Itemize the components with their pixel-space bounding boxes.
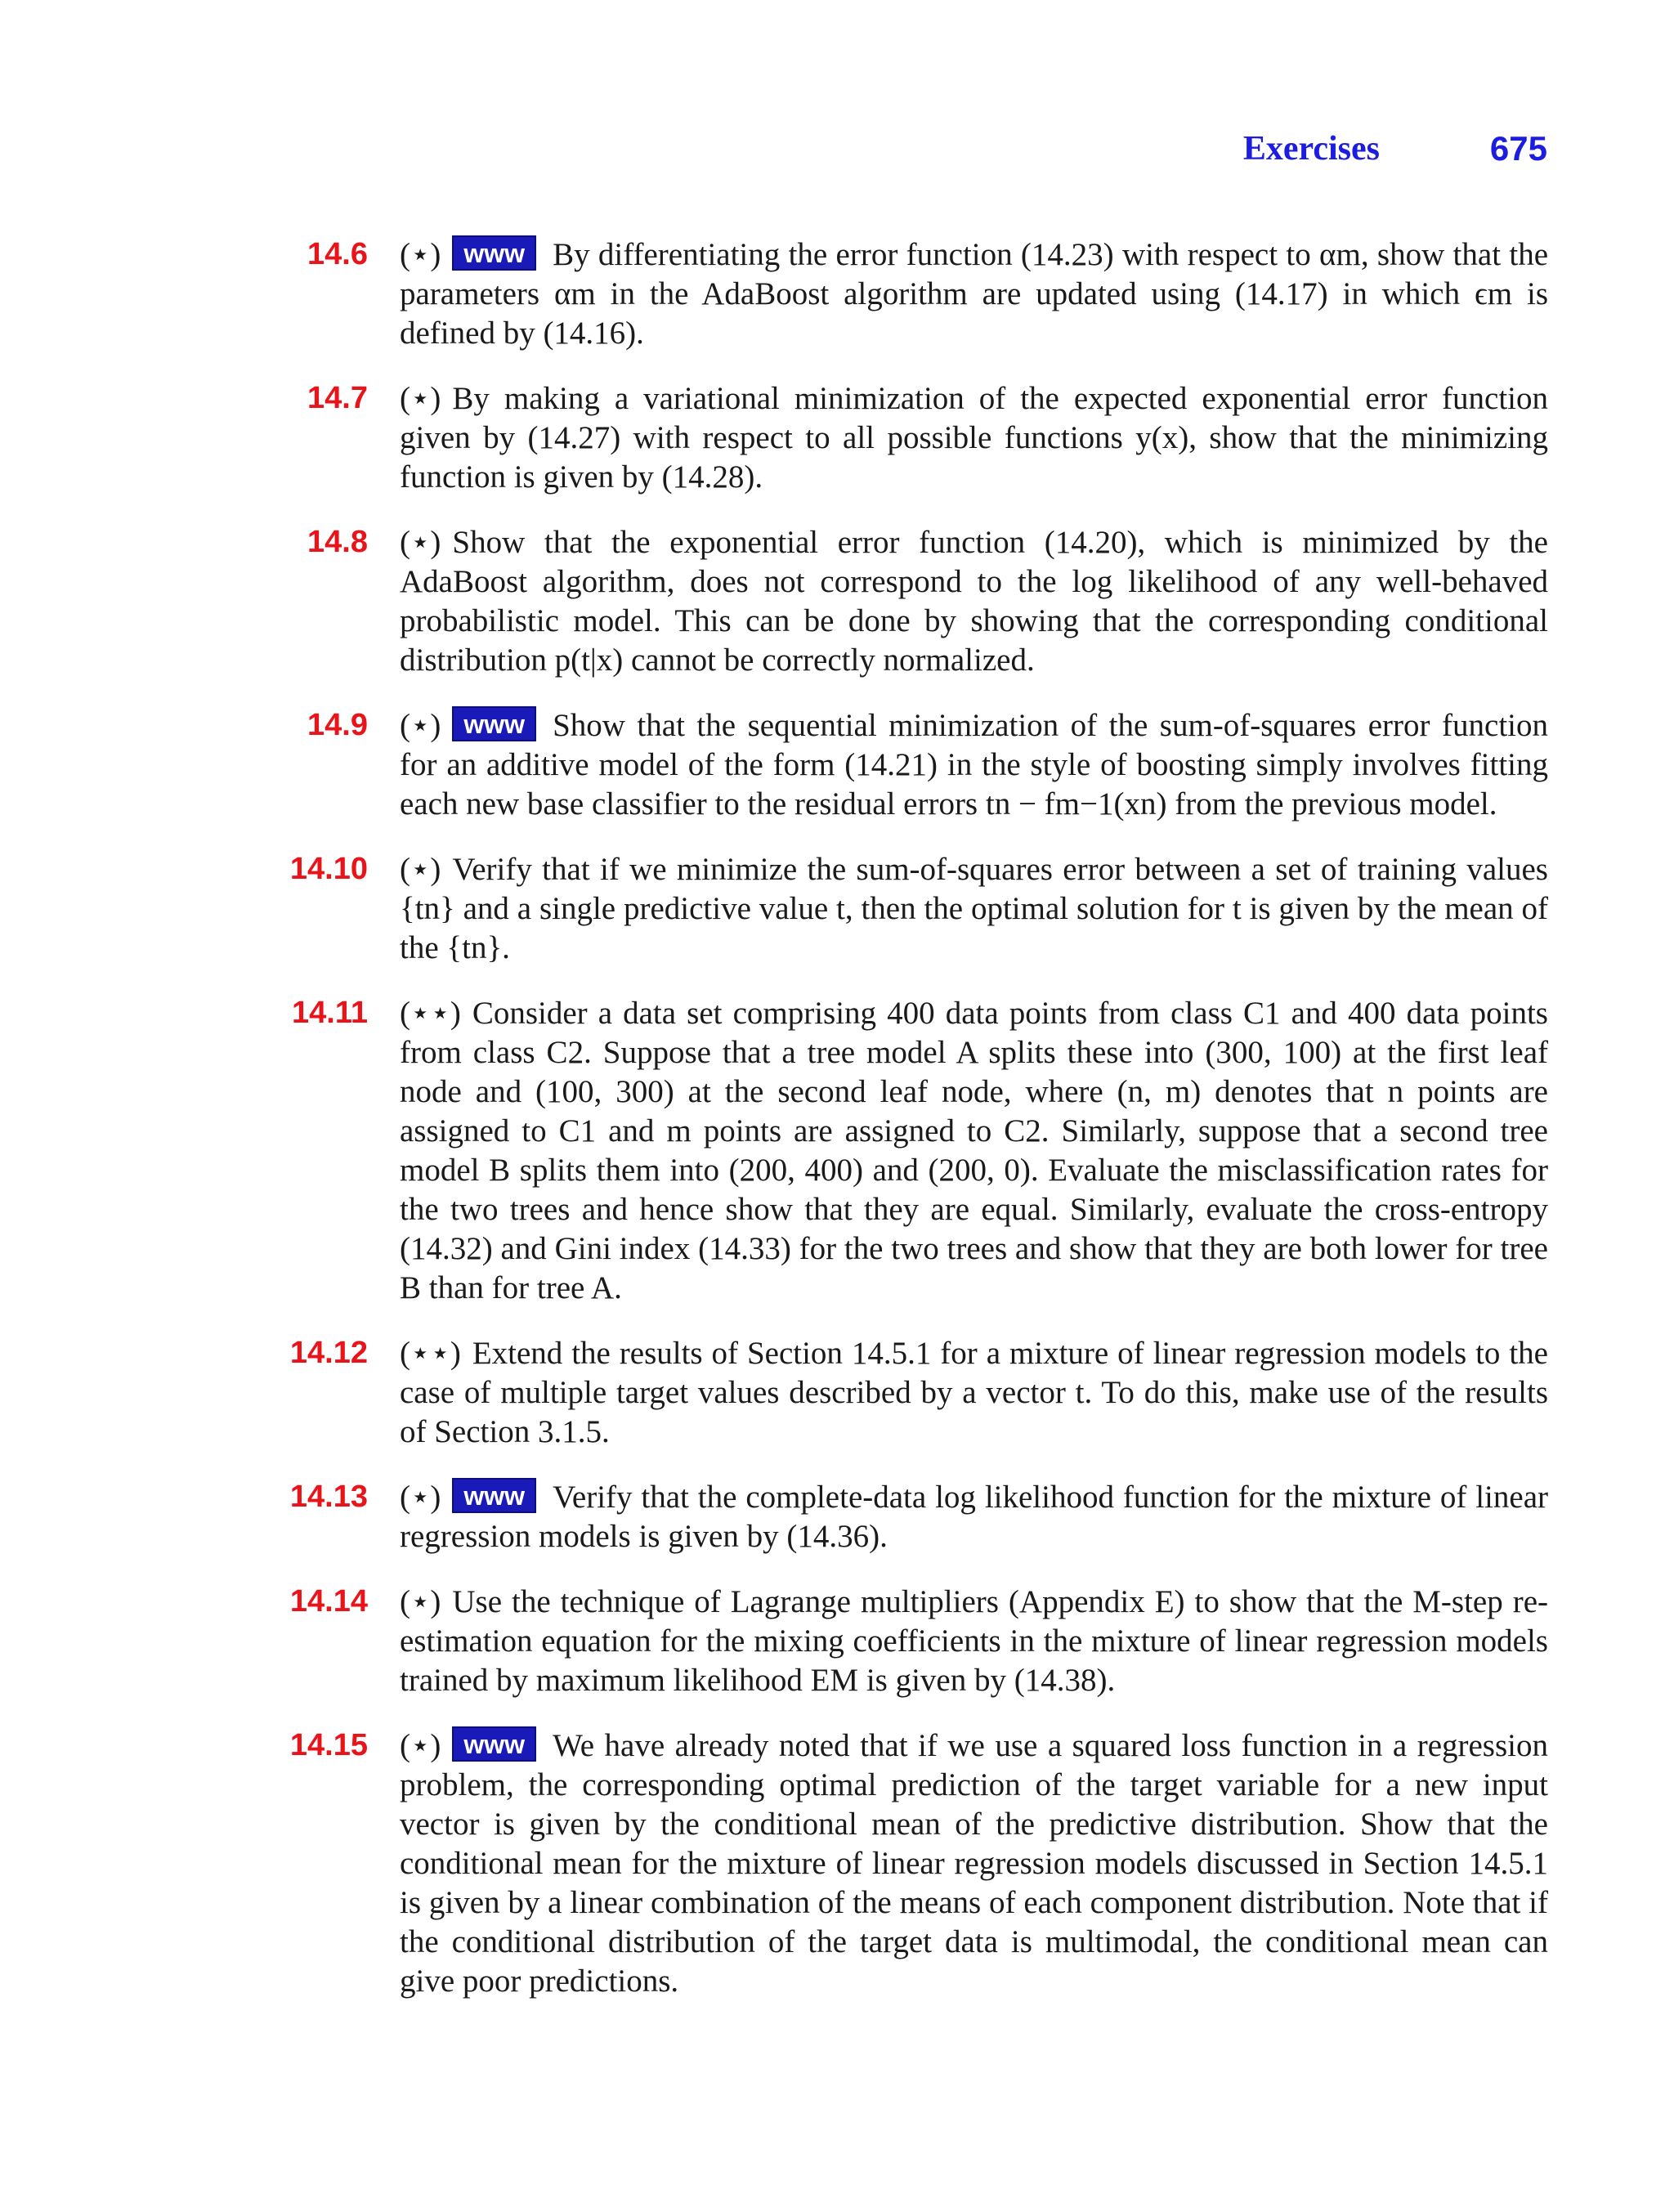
exercise-list (0, 235, 1674, 2001)
exercise-text: Use the technique of Lagrange multipliers (Appendix E) to show that the M-step re-estimation equation for the mixing coefficients in the mixture of linear regression models trained by maximum likelihood EM is given by (14.38). (400, 1584, 1548, 1698)
exercise-item (0, 1334, 1674, 1452)
exercise-item (0, 523, 1674, 680)
www-badge: www (452, 1726, 536, 1762)
difficulty-stars: (⋆) (400, 852, 441, 887)
exercise-number: 14.6 (307, 237, 368, 271)
exercise-number: 14.15 (289, 1728, 368, 1762)
exercise-number: 14.8 (307, 525, 368, 559)
exercise-body (400, 1478, 1548, 1556)
exercise-gap (0, 1700, 1674, 1726)
exercise-number: 14.10 (289, 852, 368, 886)
exercise-body (400, 1583, 1548, 1700)
exercise-text: Verify that if we minimize the sum-of-squares error between a set of training values {tn} and a single predictive value t, then the optimal solution for t is given by the mean of the {tn}. (400, 852, 1548, 965)
exercise-body (400, 1726, 1548, 2001)
www-badge: www (452, 1478, 536, 1513)
exercise-text: Show that the sequential minimization of the sum-of-squares error function for an additive model of the form (14.21) in the style of boosting simply involves fitting each new base classifier to the residual errors tn − fm−1(xn) from the previous model. (400, 708, 1548, 822)
exercise-body (400, 379, 1548, 497)
exercise-gap (0, 497, 1674, 523)
exercise-body (400, 1334, 1548, 1452)
exercise-item (0, 706, 1674, 824)
exercise-gap (0, 1308, 1674, 1334)
exercise-text: By making a variational minimization of the expected exponential error function given by (14.27) with respect to all possible functions y(x), show that the minimizing function is given by (14.28). (400, 381, 1548, 495)
difficulty-stars: (⋆) (400, 708, 441, 743)
section-title: Exercises (1242, 130, 1380, 168)
exercise-item (0, 1583, 1674, 1700)
exercise-number: 14.7 (307, 381, 368, 415)
difficulty-stars: (⋆) (400, 381, 441, 416)
exercise-text: Show that the exponential error function (14.20), which is minimized by the AdaBoost algorithm, does not correspond to the log likelihood of any well-behaved probabilistic model. This can be done by showing that the corresponding conditional distribution p(t|x) cannot be correctly normalized. (400, 525, 1548, 678)
exercise-body (400, 850, 1548, 968)
exercise-text: Verify that the complete-data log likelihood function for the mixture of linear regression models is given by (14.36). (400, 1480, 1548, 1554)
exercise-number: 14.9 (307, 708, 368, 742)
exercise-item (0, 994, 1674, 1308)
exercise-text: Consider a data set comprising 400 data points from class C1 and 400 data points from class C2. Suppose that a tree model A splits these into (300, 100) at the first leaf node and (100, 300) at the second leaf node, where (n, m) denotes that n points are assigned to C1 and m points are assigned to C2. Similarly, suppose that a second tree model B splits them into (200, 400) and (200, 0). Evaluate the misclassification rates for the two trees and hence show that they are equal. Similarly, evaluate the cross-entropy (14.32) and Gini index (14.33) for the two trees and show that they are both lower for tree B than for tree A. (400, 996, 1548, 1305)
difficulty-stars: (⋆⋆) (400, 996, 461, 1031)
difficulty-stars: (⋆⋆) (400, 1336, 461, 1371)
exercise-body (400, 994, 1548, 1308)
exercise-number: 14.12 (289, 1336, 368, 1370)
exercise-text: We have already noted that if we use a squared loss function in a regression problem, the corresponding optimal prediction of the target variable for a new input vector is given by the conditional mean of the predictive distribution. Show that the conditional mean for the mixture of linear regression models discussed in Section 14.5.1 is given by a linear combination of the means of each component distribution. Note that if the conditional distribution of the target data is multimodal, the conditional mean can give poor predictions. (400, 1728, 1548, 1999)
exercise-gap (0, 680, 1674, 706)
exercise-text: By differentiating the error function (14.23) with respect to αm, show that the parameters αm in the AdaBoost algorithm are updated using (14.17) in which ϵm is defined by (14.16). (400, 237, 1548, 351)
exercise-gap (0, 968, 1674, 994)
running-header (0, 129, 1674, 178)
page-number: 675 (1489, 129, 1547, 168)
difficulty-stars: (⋆) (400, 237, 441, 272)
exercise-gap (0, 824, 1674, 850)
difficulty-stars: (⋆) (400, 525, 441, 560)
exercise-item (0, 1478, 1674, 1556)
exercise-text: Extend the results of Section 14.5.1 for a mixture of linear regression models to the case of multiple target values described by a vector t. To do this, make use of the results of Section 3.1.5. (400, 1336, 1548, 1449)
exercise-gap (0, 353, 1674, 379)
exercise-gap (0, 1452, 1674, 1478)
www-badge: www (452, 706, 536, 741)
difficulty-stars: (⋆) (400, 1728, 441, 1763)
exercise-body (400, 523, 1548, 680)
exercise-item (0, 379, 1674, 497)
exercise-number: 14.13 (289, 1480, 368, 1514)
exercise-number: 14.11 (292, 996, 368, 1030)
exercise-body (400, 706, 1548, 824)
difficulty-stars: (⋆) (400, 1584, 441, 1619)
exercise-body (400, 235, 1548, 353)
www-badge: www (452, 235, 536, 271)
exercise-item (0, 850, 1674, 968)
exercise-item (0, 235, 1674, 353)
exercise-item (0, 1726, 1674, 2001)
exercise-number: 14.14 (289, 1584, 368, 1619)
difficulty-stars: (⋆) (400, 1480, 441, 1515)
exercise-gap (0, 1556, 1674, 1583)
